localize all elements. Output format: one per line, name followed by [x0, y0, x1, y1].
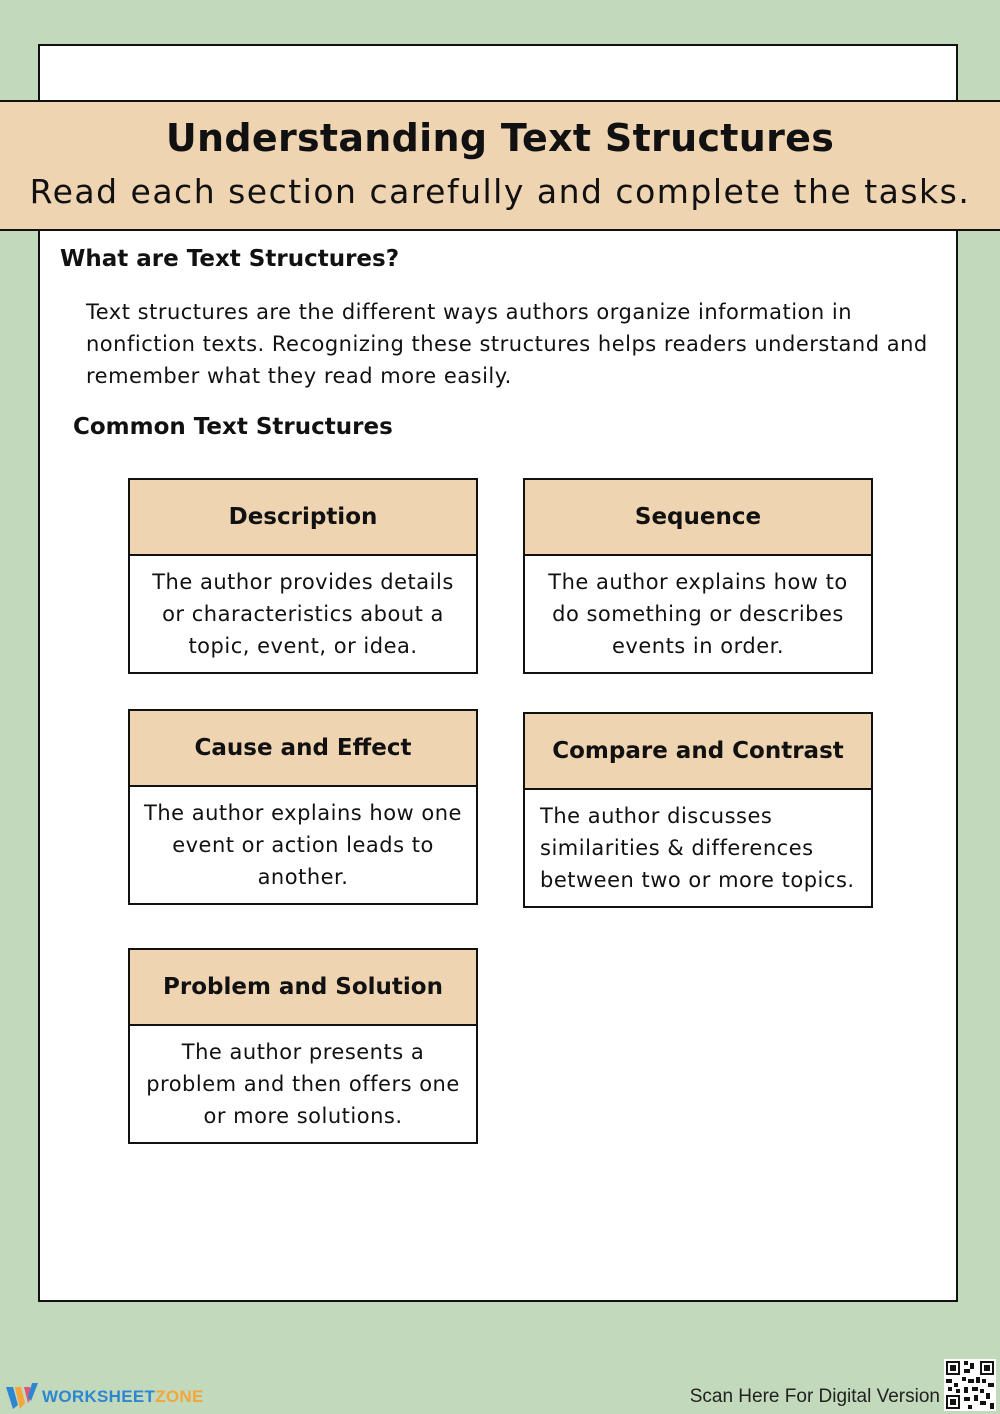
card-body: The author discusses similarities & differences between two or more topics. — [540, 804, 855, 892]
section-heading-common: Common Text Structures — [73, 414, 393, 440]
page-title: Understanding Text Structures — [165, 116, 835, 160]
logo-w-icon — [6, 1383, 38, 1411]
card-title: Problem and Solution — [130, 950, 476, 1026]
card-title: Description — [130, 480, 476, 556]
logo-text-part1: WORKSHEET — [42, 1387, 156, 1406]
structure-card-problem-solution — [128, 948, 478, 1144]
structure-card-compare-contrast — [523, 712, 873, 908]
structure-card-description — [128, 478, 478, 674]
structure-card-cause-effect — [128, 709, 478, 905]
structure-card-sequence — [523, 478, 873, 674]
card-title: Sequence — [525, 480, 871, 556]
title-banner — [0, 100, 1000, 231]
logo-text — [42, 1387, 204, 1407]
card-body: The author presents a problem and then offers one or more solutions. — [146, 1040, 460, 1128]
qr-code-icon[interactable] — [944, 1359, 996, 1411]
card-body: The author provides details or characteristics about a topic, event, or idea. — [152, 570, 454, 658]
card-body: The author explains how to do something or describes events in order. — [548, 570, 848, 658]
section-heading-what: What are Text Structures? — [60, 246, 400, 272]
scan-caption: Scan Here For Digital Version — [689, 1386, 940, 1407]
card-body: The author explains how one event or action leads to another. — [144, 801, 462, 889]
page-subtitle: Read each section carefully and complete the tasks. — [29, 172, 971, 211]
card-title: Compare and Contrast — [525, 714, 871, 790]
logo-text-part2: ZONE — [155, 1387, 204, 1406]
card-title: Cause and Effect — [130, 711, 476, 787]
intro-paragraph: Text structures are the different ways authors organize information in nonfiction texts. Recognizing these structures helps readers understand and remember what they read more easily. — [86, 300, 928, 388]
worksheetzone-logo[interactable] — [6, 1383, 204, 1411]
